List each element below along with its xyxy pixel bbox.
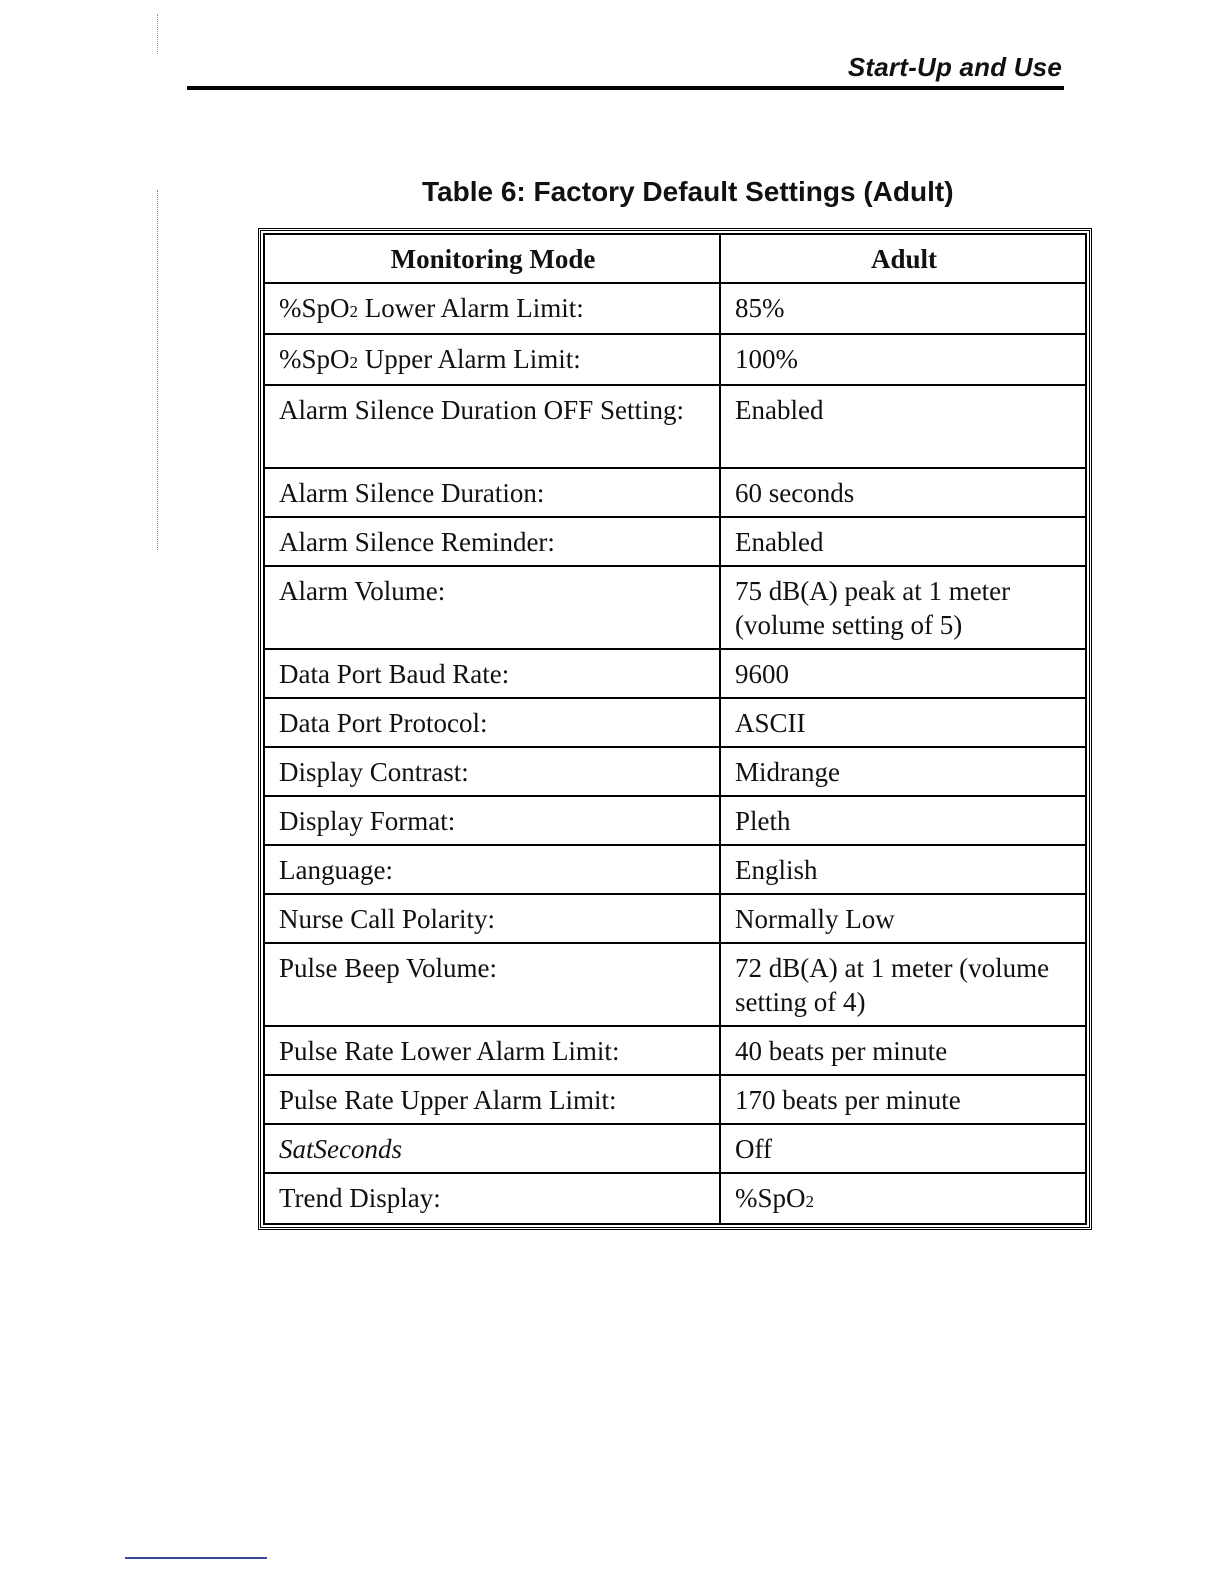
table-row — [264, 1173, 1086, 1224]
setting-value: Normally Low — [720, 894, 1086, 943]
factory-defaults-table — [263, 233, 1087, 1225]
table-row — [264, 283, 1086, 334]
setting-value: 60 seconds — [720, 468, 1086, 517]
footer-rule — [125, 1557, 267, 1559]
setting-name: Pulse Rate Lower Alarm Limit: — [264, 1026, 720, 1075]
table-row — [264, 649, 1086, 698]
table-row — [264, 517, 1086, 566]
setting-value: 75 dB(A) peak at 1 meter (volume setting of 5) — [720, 566, 1086, 649]
setting-value: 170 beats per minute — [720, 1075, 1086, 1124]
setting-name — [264, 334, 720, 385]
setting-value: Enabled — [720, 517, 1086, 566]
setting-value: ASCII — [720, 698, 1086, 747]
setting-name: SatSeconds — [264, 1124, 720, 1173]
margin-mark-top — [157, 14, 160, 54]
setting-value: 40 beats per minute — [720, 1026, 1086, 1075]
table-caption: Table 6: Factory Default Settings (Adult) — [422, 176, 954, 207]
setting-name: Alarm Silence Duration: — [264, 468, 720, 517]
setting-name: Alarm Silence Duration OFF Setting: — [264, 385, 720, 468]
setting-label: %SpO2 Upper Alarm Limit: — [279, 344, 581, 374]
running-header: Start-Up and Use — [847, 52, 1062, 82]
setting-value: Pleth — [720, 796, 1086, 845]
setting-value: 85% — [720, 283, 1086, 334]
table-row — [264, 943, 1086, 1026]
setting-value: English — [720, 845, 1086, 894]
header-rule — [187, 86, 1064, 90]
setting-value: 9600 — [720, 649, 1086, 698]
table-row — [264, 796, 1086, 845]
setting-name: Pulse Rate Upper Alarm Limit: — [264, 1075, 720, 1124]
setting-value: %SpO2 — [720, 1173, 1086, 1224]
setting-value: Off — [720, 1124, 1086, 1173]
setting-name: Trend Display: — [264, 1173, 720, 1224]
setting-name: Display Contrast: — [264, 747, 720, 796]
table-row — [264, 385, 1086, 468]
table-row — [264, 747, 1086, 796]
table-row — [264, 1124, 1086, 1173]
setting-label: %SpO2 Lower Alarm Limit: — [279, 293, 584, 323]
setting-value: Midrange — [720, 747, 1086, 796]
table-row — [264, 566, 1086, 649]
setting-name: Data Port Baud Rate: — [264, 649, 720, 698]
table-row — [264, 1075, 1086, 1124]
setting-name: Data Port Protocol: — [264, 698, 720, 747]
setting-value: 72 dB(A) at 1 meter (volume setting of 4) — [720, 943, 1086, 1026]
table-row — [264, 468, 1086, 517]
table-row — [264, 894, 1086, 943]
settings-table-frame — [258, 228, 1092, 1230]
margin-mark — [157, 190, 160, 550]
setting-name: Language: — [264, 845, 720, 894]
setting-value: Enabled — [720, 385, 1086, 468]
setting-name: Pulse Beep Volume: — [264, 943, 720, 1026]
table-row — [264, 845, 1086, 894]
setting-name: Nurse Call Polarity: — [264, 894, 720, 943]
setting-name: Alarm Volume: — [264, 566, 720, 649]
setting-value: 100% — [720, 334, 1086, 385]
setting-name: Alarm Silence Reminder: — [264, 517, 720, 566]
setting-name: Display Format: — [264, 796, 720, 845]
column-header-monitoring-mode: Monitoring Mode — [264, 234, 720, 283]
column-header-adult: Adult — [720, 234, 1086, 283]
table-row — [264, 1026, 1086, 1075]
table-row — [264, 334, 1086, 385]
table-header-row — [264, 234, 1086, 283]
table-row — [264, 698, 1086, 747]
setting-name — [264, 283, 720, 334]
